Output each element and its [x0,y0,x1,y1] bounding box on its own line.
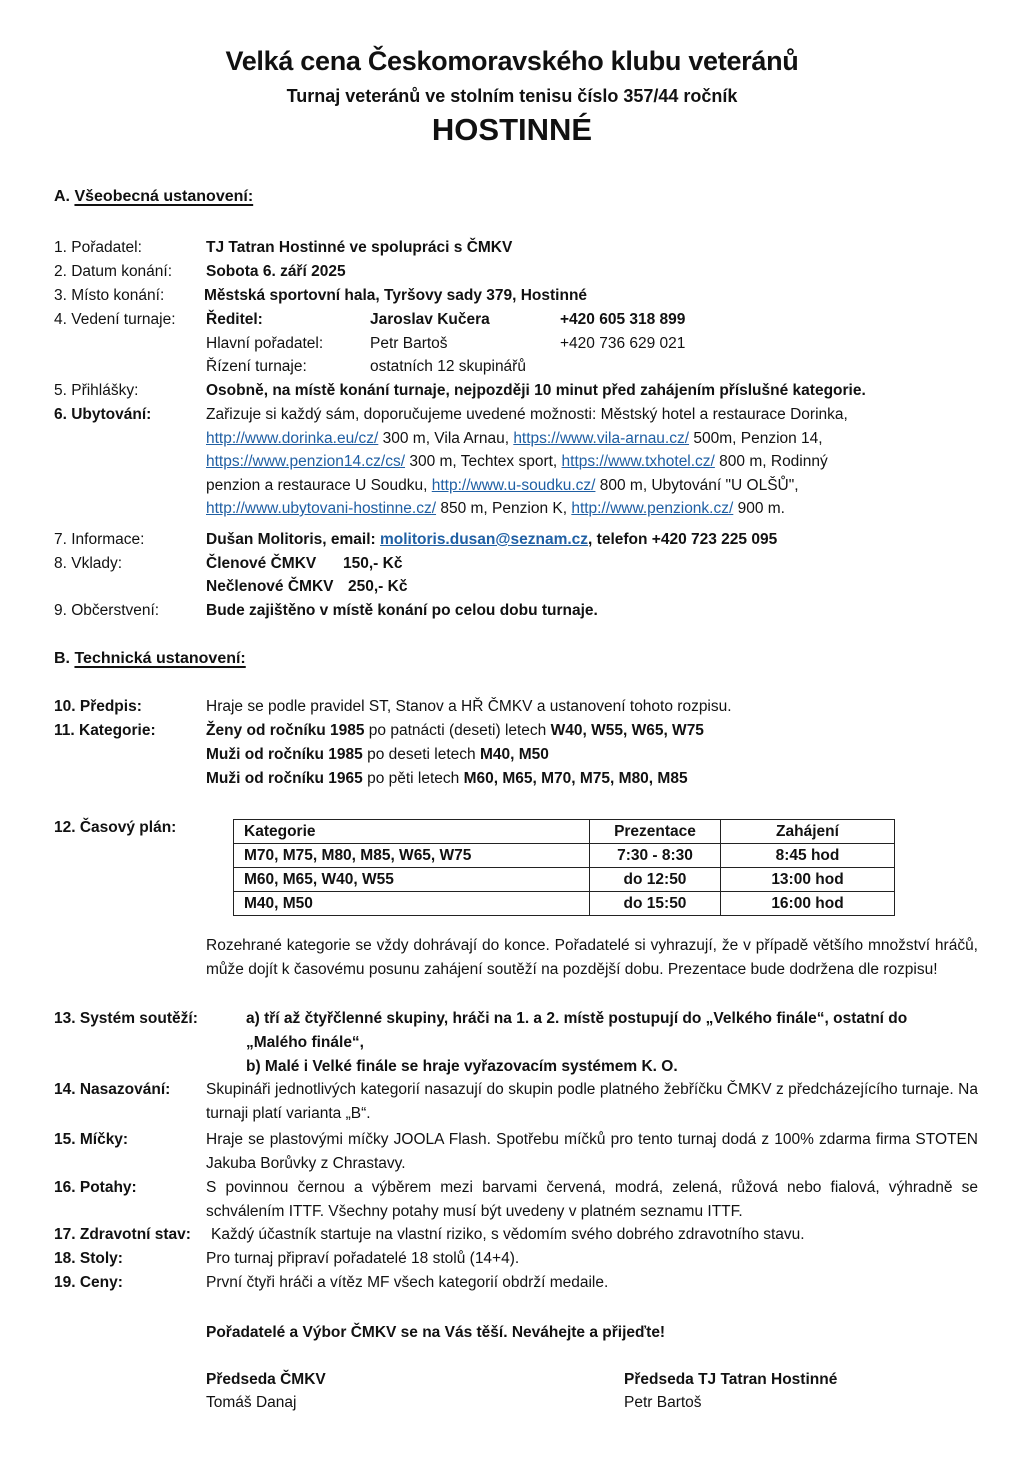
section-a-heading [54,188,253,206]
category-2-c: M40, M50 [479,746,549,763]
signature-tatran [624,1368,837,1414]
item-3-label: 3. Místo konání: [54,287,165,304]
item-5-value: Osobně, na místě konání turnaje, nejpozději 10 minut před zahájením příslušné kategorie. [206,382,866,399]
schedule-category: M40, M50 [234,892,590,916]
item-6-label: 6. Ubytování: [54,406,152,423]
item-18-value: Pro turnaj připraví pořadatelé 18 stolů (14+4). [206,1250,520,1267]
link-txhotel[interactable]: https://www.txhotel.cz/ [561,453,715,470]
item-2-label: 2. Datum konání: [54,263,173,280]
document-title: Velká cena Českomoravského klubu veteránů [225,46,799,76]
accommodation-text-3: 300 m, Techtex sport, [405,453,562,470]
organizer-role: Hlavní pořadatel: [206,335,324,352]
item-10-label: 10. Předpis: [54,698,142,715]
signature-cmkv [206,1368,326,1414]
item-14-label: 14. Nasazování: [54,1081,171,1098]
schedule-table [233,819,895,916]
fee-members-value: 150,- Kč [343,555,403,572]
document-city: HOSTINNÉ [431,112,593,147]
signature-cmkv-name: Tomáš Danaj [206,1394,297,1411]
link-penzion14[interactable]: https://www.penzion14.cz/cs/ [206,453,406,470]
header-start: Zahájení [721,820,895,844]
email-link[interactable]: molitoris.dusan@seznam.cz [379,531,589,548]
accommodation-text-7: 850 m, Penzion K, [436,500,572,517]
category-2-b: po deseti letech [362,746,480,763]
system-a-line-1: a) tří až čtyřčlenné skupiny, hráči na 1. a 2. místě postupují do „Velkého finále“, ostatní do [246,1010,908,1027]
document-subtitle: Turnaj veteránů ve stolním tenisu číslo 357/44 ročník [286,86,738,106]
item-19-label: 19. Ceny: [54,1274,123,1291]
item-7-value [206,530,777,550]
accommodation-text-4: 800 m, Rodinný [714,453,828,470]
link-dorinka[interactable]: http://www.dorinka.eu/cz/ [206,429,379,447]
category-line-3 [206,769,688,789]
management-role: Řízení turnaje: [206,358,307,375]
signature-tatran-name: Petr Bartoš [624,1394,702,1411]
accommodation-text-5: penzion a restaurace U Soudku, [206,476,432,494]
accommodation-text [206,403,978,521]
signature-cmkv-title: Předseda ČMKV [206,1371,326,1388]
schedule-row [234,892,895,916]
schedule-row [234,844,895,868]
schedule-registration: do 12:50 [590,868,721,892]
section-a-title: Všeobecná ustanovení: [74,188,254,205]
item-8-label: 8. Vklady: [54,555,123,572]
section-a-prefix: A. [54,188,70,205]
system-a-line-2: „Malého finále“, [246,1034,364,1051]
accommodation-intro: Zařizuje si každý sám, doporučujeme uvedené možnosti: Městský hotel a restaurace Dorinka, [206,406,848,423]
schedule-category: M60, M65, W40, W55 [234,868,590,892]
link-vila-arnau[interactable]: https://www.vila-arnau.cz/ [513,429,690,447]
schedule-row [234,868,895,892]
item-9-label: 9. Občerstvení: [54,602,160,619]
item-9-value: Bude zajištěno v místě konání po celou dobu turnaje. [206,602,598,619]
link-ubytovani-hostinne[interactable]: http://www.ubytovani-hostinne.cz/ [206,500,437,517]
category-3-a: Muži od ročníku 1965 [206,770,363,787]
schedule-header-row [234,820,895,844]
item-15-label: 15. Míčky: [54,1131,129,1148]
category-1-a: Ženy od ročníku 1985 [206,722,365,739]
accommodation-text-6: 800 m, Ubytování "U OLŠŮ", [595,476,799,494]
item-17-label: 17. Zdravotní stav: [54,1226,191,1243]
accommodation-text-8: 900 m. [733,500,785,517]
section-b-heading [54,650,246,668]
director-role: Ředitel: [206,311,263,328]
schedule-note: Rozehrané kategorie se vždy dohrávají do konce. Pořadatelé si vyhrazují, že v případě většího množství hráčů, může dojít k časovému posunu zahájení soutěží na pozdější dobu. Prezentace bude dodržena dle rozpisu! [206,937,978,978]
schedule-start: 8:45 hod [721,844,895,868]
accommodation-text-1: 300 m, Vila Arnau, [378,429,514,447]
category-2-a: Muži od ročníku 1985 [206,746,363,763]
category-line-1 [206,721,704,741]
info-phone: , telefon +420 723 225 095 [588,531,778,548]
organizer-phone: +420 736 629 021 [560,335,686,352]
link-penzionk[interactable]: http://www.penzionk.cz/ [571,500,734,517]
item-17-value: Každý účastník startuje na vlastní riziko, s vědomím svého dobrého zdravotního stavu. [211,1226,805,1243]
category-1-b: po patnácti (deseti) letech [364,722,551,739]
director-name: Jaroslav Kučera [370,311,490,328]
signature-tatran-title: Předseda TJ Tatran Hostinné [624,1371,838,1388]
item-7-label: 7. Informace: [54,531,145,548]
management-name: ostatních 12 skupinářů [370,358,526,375]
header-category: Kategorie [234,820,590,844]
item-18-label: 18. Stoly: [54,1250,123,1267]
accommodation-text-2: 500m, Penzion 14, [689,429,823,447]
item-2-value: Sobota 6. září 2025 [206,263,346,280]
fee-nonmembers-value: 250,- Kč [348,578,408,595]
fee-nonmembers-label: Nečlenové ČMKV [206,578,334,595]
item-3-value: Městská sportovní hala, Tyršovy sady 379, Hostinné [204,287,588,304]
info-contact-name: Dušan Molitoris, email: [206,531,380,548]
item-5-label: 5. Přihlášky: [54,382,139,399]
item-10-value: Hraje se podle pravidel ST, Stanov a HŘ ČMKV a ustanovení tohoto rozpisu. [206,698,732,715]
schedule-start: 13:00 hod [721,868,895,892]
item-13-label: 13. Systém soutěží: [54,1010,198,1027]
category-3-b: po pěti letech [362,770,464,787]
item-4-label: 4. Vedení turnaje: [54,311,176,328]
item-16-label: 16. Potahy: [54,1179,137,1196]
schedule-registration: do 15:50 [590,892,721,916]
organizer-name: Petr Bartoš [370,335,448,352]
item-19-value: První čtyři hráči a vítěz MF všech kategorií obdrží medaile. [206,1274,609,1291]
item-1-label: 1. Pořadatel: [54,239,142,256]
item-16-value: S povinnou černou a výběrem mezi barvami červená, modrá, zelená, růžová nebo fialová, výhradně se schválením ITTF. Všechny potahy musí být uvedeny v platném seznamu ITTF. [206,1179,978,1220]
category-line-2 [206,745,549,765]
closing-message: Pořadatelé a Výbor ČMKV se na Vás těší. Neváhejte a přijeďte! [206,1324,666,1341]
item-11-label: 11. Kategorie: [54,722,156,739]
item-14-value: Skupináři jednotlivých kategorií nasazují do skupin podle platného žebříčku ČMKV z předcházejícího turnaje. Na turnaji platí varianta „B“. [206,1081,978,1122]
item-15-value: Hraje se plastovými míčky JOOLA Flash. Spotřebu míčků pro tento turnaj dodá z 100% zdarma firma STOTEN Jakuba Borůvky z Chrastavy. [206,1131,978,1172]
director-phone: +420 605 318 899 [560,311,686,328]
schedule-registration: 7:30 - 8:30 [590,844,721,868]
fee-members-label: Členové ČMKV [206,555,317,572]
section-b-prefix: B. [54,650,70,667]
category-3-c: M60, M65, M70, M75, M80, M85 [463,770,688,787]
item-1-value: TJ Tatran Hostinné ve spolupráci s ČMKV [206,239,513,256]
system-b: b) Malé i Velké finále se hraje vyřazovacím systémem K. O. [246,1058,678,1075]
header-registration: Prezentace [590,820,721,844]
category-1-c: W40, W55, W65, W75 [550,722,704,739]
schedule-category: M70, M75, M80, M85, W65, W75 [234,844,590,868]
item-12-label: 12. Časový plán: [54,819,177,836]
schedule-start: 16:00 hod [721,892,895,916]
section-b-title: Technická ustanovení: [74,650,246,667]
link-u-soudku[interactable]: http://www.u-soudku.cz/ [431,476,596,494]
